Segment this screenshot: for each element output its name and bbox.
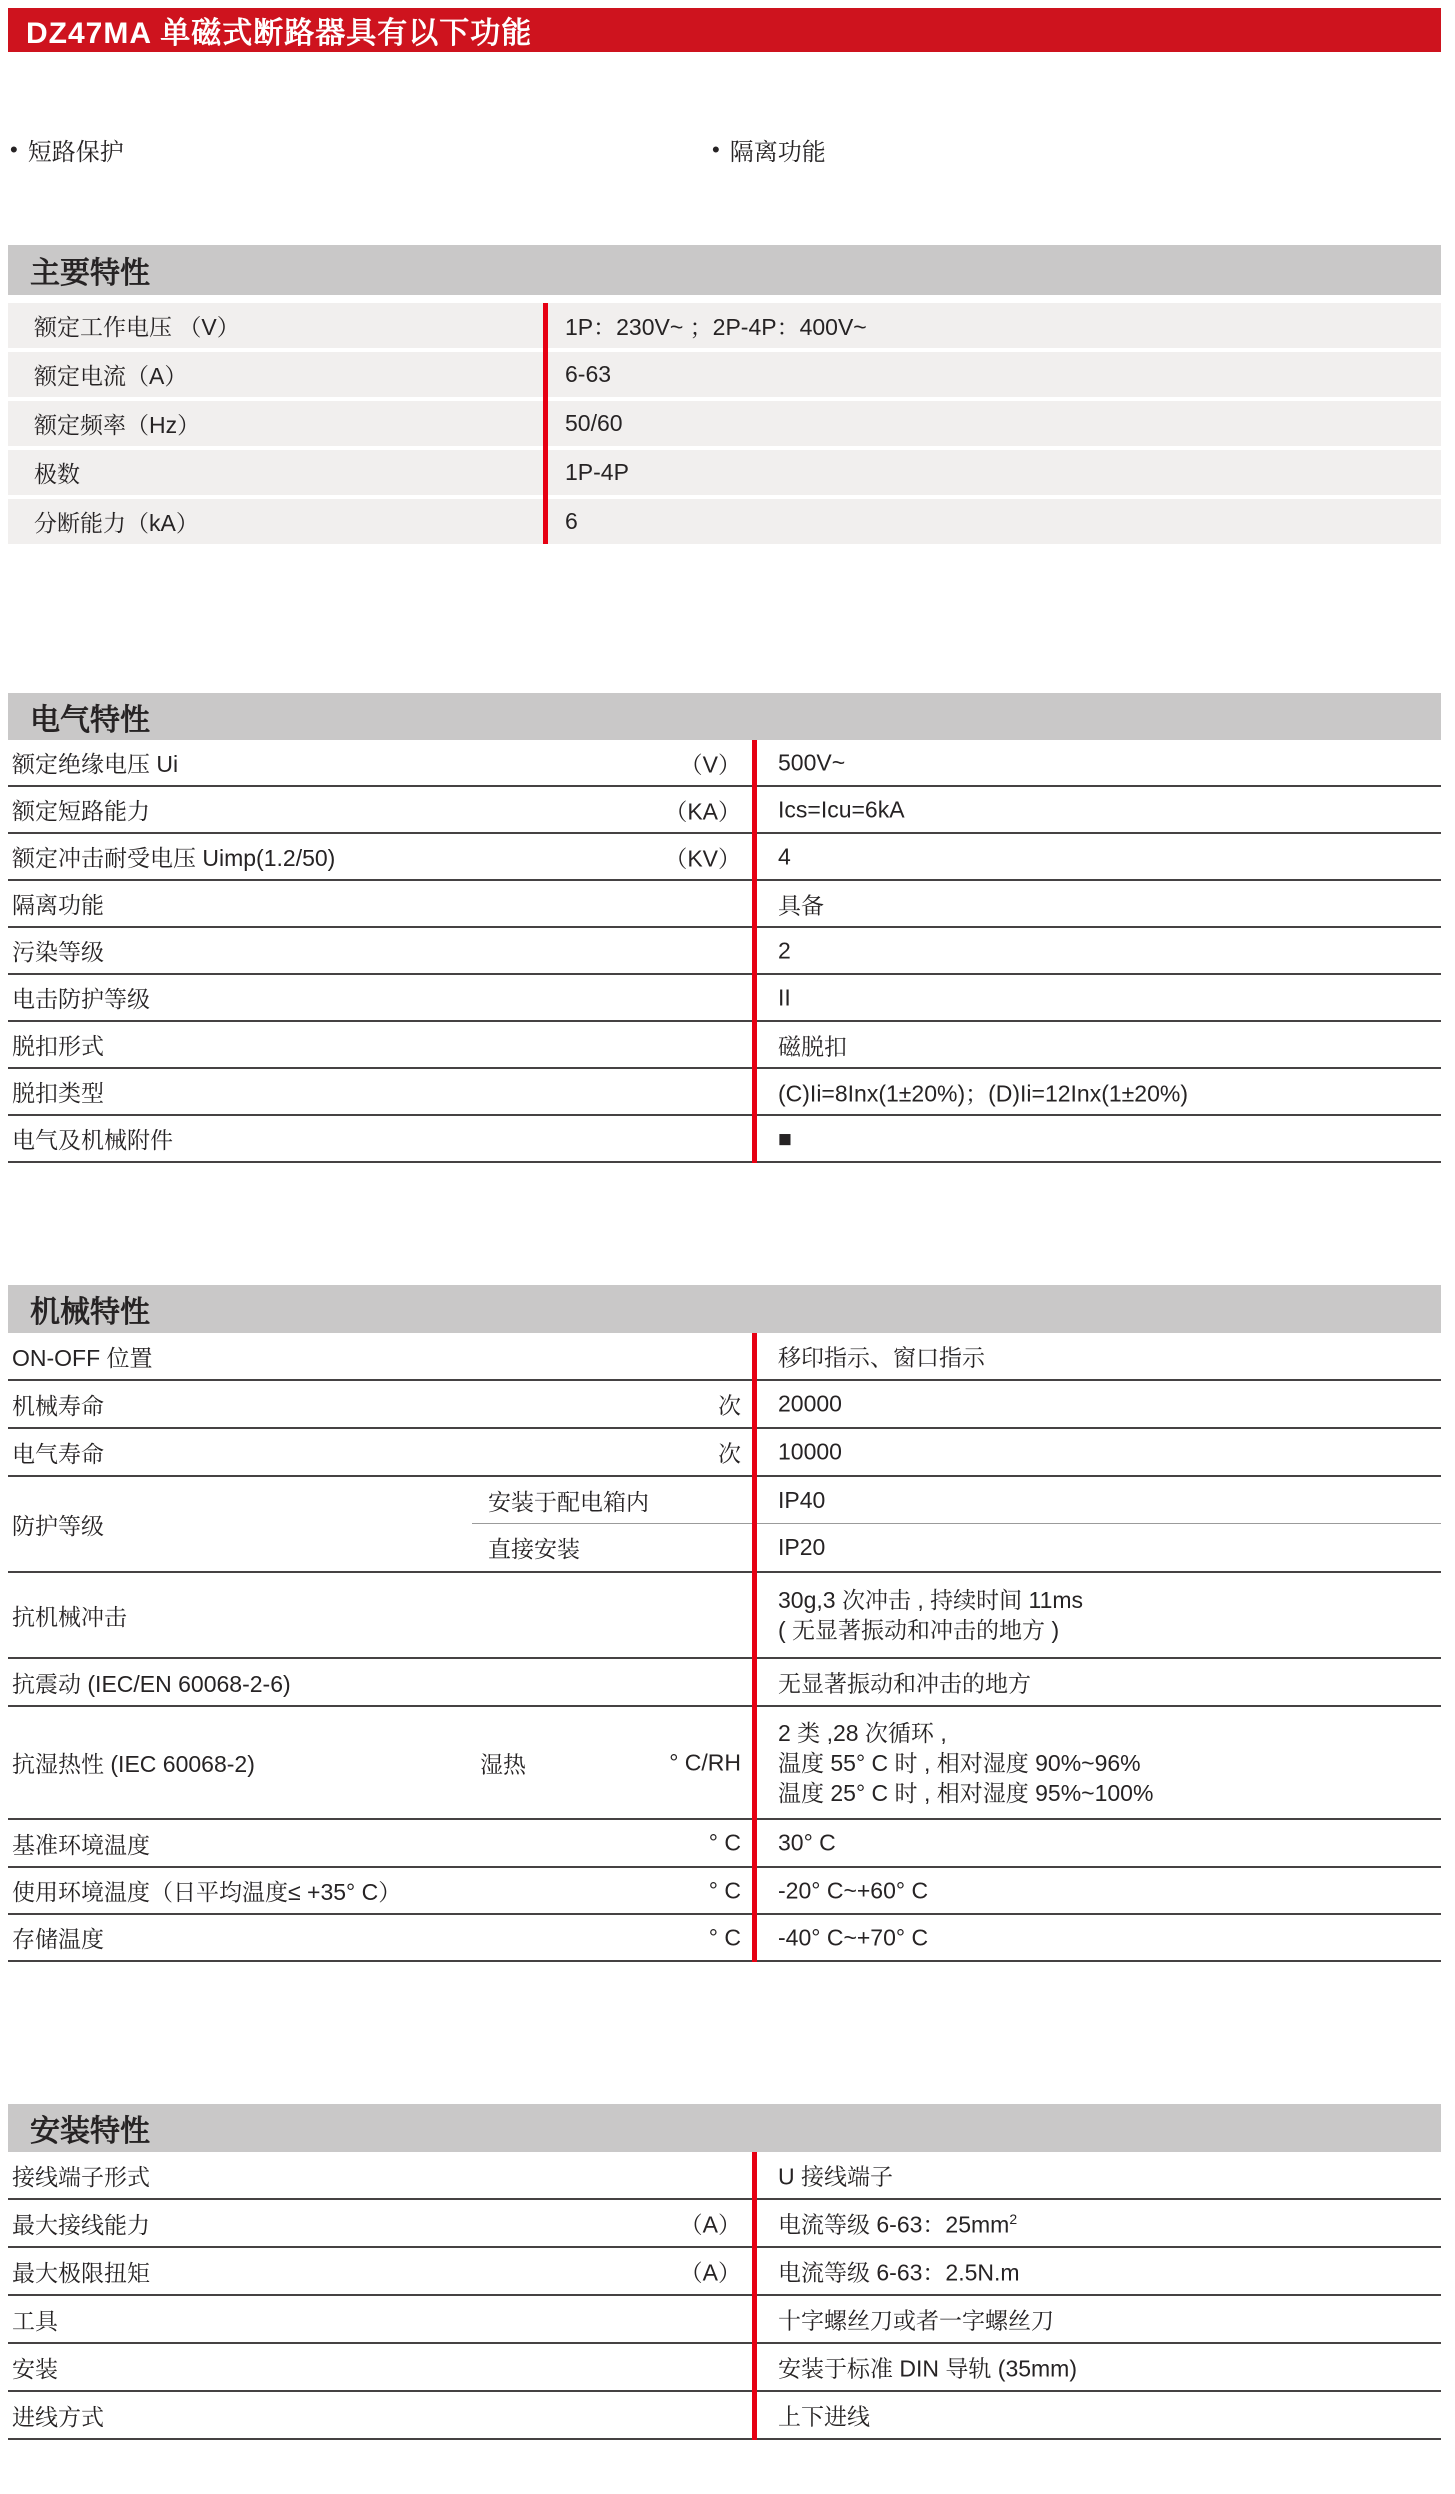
row-value: 电流等级 6-63：2.5N.m [778, 2259, 1020, 2286]
section-header [8, 245, 1441, 295]
subrow-label: 安装于配电箱内 [488, 1488, 649, 1515]
row-value-line: 温度 25° C 时 , 相对湿度 95%~100% [778, 1779, 1154, 1806]
row-label: 电气寿命 [12, 1440, 104, 1467]
row-unit: ° C [708, 1877, 741, 1903]
row-label: 额定工作电压 （V） [34, 314, 240, 340]
row-vibration-resistance [8, 1659, 1441, 1707]
row-label: 隔离功能 [12, 892, 104, 918]
row-label: 脱扣形式 [12, 1033, 104, 1059]
row-value-line: 温度 55° C 时 , 相对湿度 90%~96% [778, 1749, 1141, 1776]
row-value: 20000 [778, 1390, 842, 1417]
row-label: 接线端子形式 [12, 2163, 150, 2190]
row-value: (C)Ii=8Inx(1±20%)；(D)Ii=12Inx(1±20%) [778, 1080, 1188, 1106]
row-unit: 次 [718, 1392, 741, 1419]
row-label: 额定绝缘电压 Ui [12, 751, 179, 777]
row-value: 500V~ [778, 749, 846, 775]
row-rated-short-circuit-capacity [8, 787, 1441, 834]
row-rated-frequency [8, 401, 1441, 446]
section-header [8, 2104, 1441, 2152]
row-unit: ° C [708, 1829, 741, 1856]
row-label: 基准环境温度 [12, 1831, 150, 1858]
row-mid-label: 湿热 [480, 1751, 526, 1777]
bullet-icon: • [712, 136, 720, 162]
red-divider [752, 2152, 757, 2440]
row-value: -40° C~+70° C [778, 1924, 929, 1950]
row-isolation-function [8, 881, 1441, 928]
row-label: 使用环境温度（日平均温度≤ +35° C） [12, 1879, 402, 1905]
row-value-text: 电流等级 6-63：25mm [778, 2211, 1010, 2238]
row-value [778, 1573, 1083, 1657]
row-tools [8, 2296, 1441, 2344]
row-terminal-type [8, 2152, 1441, 2200]
row-rated-current [8, 352, 1441, 397]
feature-label: 隔离功能 [729, 139, 826, 166]
row-unit: （A） [679, 2259, 741, 2286]
row-label: 进线方式 [12, 2403, 104, 2430]
row-label: 额定冲击耐受电压 Uimp(1.2/50) [12, 845, 336, 871]
row-rated-impulse-withstand-voltage [8, 834, 1441, 881]
row-value: 30° C [778, 1829, 836, 1856]
protection-subrows [472, 1477, 1441, 1571]
row-trip-type [8, 1069, 1441, 1116]
row-label: 安装 [12, 2355, 58, 2382]
row-label: 最大接线能力 [12, 2211, 150, 2238]
row-value: 6-63 [565, 361, 612, 387]
row-label: 抗震动 (IEC/EN 60068-2-6) [12, 1670, 291, 1697]
row-value: 1P：230V~ ；2P-4P：400V~ [565, 314, 867, 340]
row-poles [8, 450, 1441, 495]
row-label: 电气及机械附件 [12, 1127, 173, 1153]
row-rated-working-voltage [8, 303, 1441, 348]
red-divider [543, 303, 548, 544]
row-value: Ics=Icu=6kA [778, 796, 905, 822]
subrow-direct-mounting [472, 1524, 1441, 1571]
row-value-line: ( 无显著振动和冲击的地方 ) [778, 1617, 1060, 1643]
row-on-off-position [8, 1333, 1441, 1381]
row-value: 1P-4P [565, 459, 629, 485]
feature-short-circuit-protection [10, 132, 124, 167]
subrow-in-distribution-box [472, 1477, 1441, 1524]
row-value [778, 2207, 1017, 2240]
row-unit: （A） [679, 2211, 741, 2238]
row-electrical-mechanical-accessories [8, 1116, 1441, 1163]
row-label: 防护等级 [12, 1512, 104, 1539]
row-mechanical-life [8, 1381, 1441, 1429]
row-value: 十字螺丝刀或者一字螺丝刀 [778, 2307, 1054, 2334]
section-header [8, 693, 1441, 740]
section-title: 安装特性 [30, 2115, 150, 2148]
bullet-icon: • [10, 136, 18, 162]
filled-square-icon: ■ [778, 1125, 792, 1151]
subrow-label: 直接安装 [488, 1536, 580, 1562]
row-max-wiring-capacity [8, 2200, 1441, 2248]
row-wire-entry [8, 2392, 1441, 2440]
row-value: 安装于标准 DIN 导轨 (35mm) [778, 2355, 1077, 2382]
row-value: 2 [778, 937, 791, 963]
row-label: 抗机械冲击 [12, 1603, 127, 1630]
table-main-characteristics [8, 245, 1441, 544]
row-damp-heat-resistance [8, 1707, 1441, 1820]
section-title: 机械特性 [30, 1296, 150, 1329]
table-mechanical-characteristics [8, 1285, 1441, 1962]
row-label: 分断能力（kA） [34, 510, 199, 536]
row-value: 磁脱扣 [778, 1033, 847, 1059]
table-electrical-characteristics [8, 693, 1441, 1163]
row-mounting [8, 2344, 1441, 2392]
row-value: -20° C~+60° C [778, 1877, 929, 1903]
row-value: 具备 [778, 892, 824, 918]
row-protection-degree [8, 1477, 1441, 1573]
page-title: DZ47MA 单磁式断路器具有以下功能 [26, 17, 533, 50]
row-label: 额定短路能力 [12, 798, 150, 824]
row-label: ON-OFF 位置 [12, 1344, 153, 1371]
row-pollution-degree [8, 928, 1441, 975]
table-installation-characteristics [8, 2104, 1441, 2440]
row-breaking-capacity [8, 499, 1441, 544]
row-label: 工具 [12, 2307, 58, 2334]
red-divider [752, 740, 757, 1163]
row-value: II [778, 984, 791, 1010]
row-unit: ° C/RH [669, 1749, 741, 1775]
page-title-banner [8, 8, 1441, 52]
row-label: 额定频率（Hz） [34, 412, 201, 438]
row-electric-shock-protection-class [8, 975, 1441, 1022]
row-label: 抗湿热性 (IEC 60068-2) [12, 1751, 255, 1777]
row-label: 存储温度 [12, 1926, 104, 1952]
section-header [8, 1285, 1441, 1333]
row-value [778, 1707, 1153, 1818]
row-value: 10000 [778, 1438, 842, 1465]
row-rated-insulation-voltage [8, 740, 1441, 787]
row-label: 机械寿命 [12, 1392, 104, 1419]
row-value-line: 30g,3 次冲击 , 持续时间 11ms [778, 1587, 1084, 1613]
row-max-torque [8, 2248, 1441, 2296]
row-value: 50/60 [565, 410, 623, 436]
feature-label: 短路保护 [27, 139, 124, 166]
section-title: 主要特性 [30, 257, 150, 290]
row-reference-ambient-temperature [8, 1820, 1441, 1868]
row-value: 无显著振动和冲击的地方 [778, 1670, 1031, 1697]
row-electrical-life [8, 1429, 1441, 1477]
row-value: 移印指示、窗口指示 [778, 1344, 985, 1371]
row-unit: ° C [708, 1924, 741, 1950]
row-unit: （KA） [664, 798, 741, 824]
row-value: 上下进线 [778, 2403, 870, 2430]
row-unit: 次 [718, 1440, 741, 1467]
row-unit: （KV） [664, 845, 741, 871]
row-unit: （V） [679, 751, 741, 777]
row-label: 污染等级 [12, 939, 104, 965]
red-divider [752, 1333, 757, 1962]
row-label: 电击防护等级 [12, 986, 150, 1012]
row-value: 4 [778, 843, 791, 869]
feature-isolation-function [712, 132, 826, 167]
row-value-line: 2 类 ,28 次循环 , [778, 1719, 947, 1746]
row-value-superscript: 2 [1009, 2210, 1018, 2227]
row-label: 极数 [34, 461, 80, 487]
row-trip-form [8, 1022, 1441, 1069]
row-storage-temperature [8, 1915, 1441, 1962]
row-label: 脱扣类型 [12, 1080, 104, 1106]
subrow-value: IP20 [778, 1534, 826, 1560]
row-mechanical-shock-resistance [8, 1573, 1441, 1659]
row-value: 6 [565, 508, 578, 534]
section-title: 电气特性 [30, 703, 150, 737]
row-value: U 接线端子 [778, 2163, 893, 2190]
row-label: 最大极限扭矩 [12, 2259, 150, 2286]
subrow-value: IP40 [778, 1486, 826, 1513]
row-label: 额定电流（A） [34, 363, 188, 389]
row-operating-ambient-temperature [8, 1868, 1441, 1915]
